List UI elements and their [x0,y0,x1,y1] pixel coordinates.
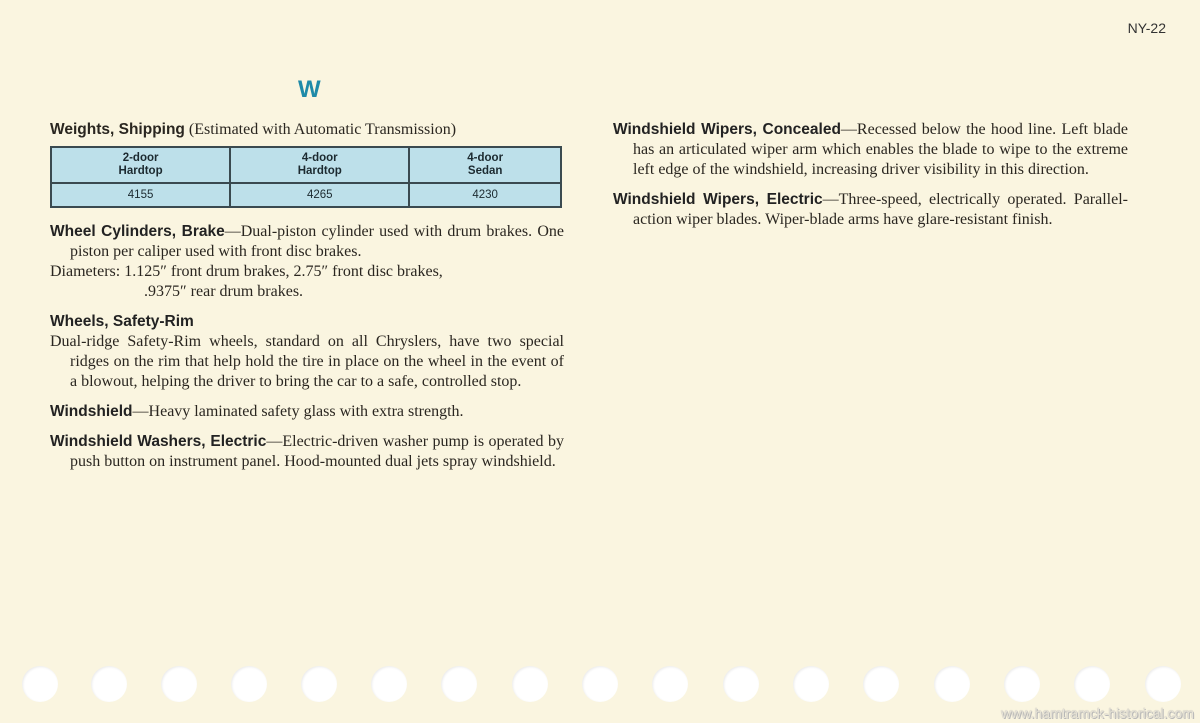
binder-hole [301,666,337,702]
binder-holes [0,666,1200,706]
entry-text: —Three-speed, electrically operated. Parallel-action wiper blades. Wiper-blade arms have glare-resistant finish. [633,191,1128,228]
binder-hole [22,666,58,702]
table-header-cell: 2-door Hardtop [51,147,230,183]
table-cell: 4155 [51,183,230,207]
entry-term: Windshield [50,403,133,420]
section-letter: W [298,76,321,103]
table-header-cell: 4-door Hardtop [230,147,409,183]
binder-hole [863,666,899,702]
entry-diameters: Diameters: 1.125″ front drum brakes, 2.75″ front disc brakes, [50,263,443,280]
watermark-credit: www.hamtramck-historical.com [1001,705,1194,721]
weights-heading [50,120,564,140]
entry-windshield-washers [50,432,564,472]
entry-term: Wheels, Safety-Rim [50,313,194,330]
binder-hole [934,666,970,702]
left-column [50,120,564,482]
entry-term: Wheel Cylinders, Brake [50,223,225,240]
entry-windshield [50,402,564,422]
entry-term: Windshield Washers, Electric [50,433,267,450]
binder-hole [1074,666,1110,702]
binder-hole [582,666,618,702]
entry-text: —Heavy laminated safety glass with extra strength. [132,403,464,420]
binder-hole [723,666,759,702]
entry-wipers-concealed [613,120,1128,180]
entry-wheel-cylinders [50,222,564,302]
table-row [51,183,561,207]
entry-wheels [50,312,564,392]
entry-wipers-electric [613,190,1128,230]
entry-text: —Recessed below the hood line. Left blade has an articulated wiper arm which enables the blade to wipe to the extreme left edge of the windshield, increasing driver visibility in this direction. [633,121,1129,178]
page-number: NY-22 [1127,20,1166,36]
table-header-row [51,147,561,183]
entry-text: —Dual-piston cylinder used with drum brakes. One piston per caliper used with front disc brakes. [70,223,564,260]
right-column [613,120,1128,240]
binder-hole [371,666,407,702]
binder-hole [441,666,477,702]
weights-term: Weights, Shipping [50,121,185,138]
weights-note: (Estimated with Automatic Transmission) [188,121,457,138]
entry-text: Dual-ridge Safety-Rim wheels, standard on all Chryslers, have two special ridges on the rim that help hold the tire in place on the wheel in the event of a blowout, helping the driver to bring the car to a safe, controlled stop. [50,333,564,390]
entry-diameters-cont: .9375″ rear drum brakes. [144,283,304,300]
weights-table [50,146,562,208]
binder-hole [1004,666,1040,702]
table-cell: 4230 [409,183,561,207]
binder-hole [1145,666,1181,702]
binder-hole [161,666,197,702]
table-cell: 4265 [230,183,409,207]
binder-hole [793,666,829,702]
entry-term: Windshield Wipers, Electric [613,191,823,208]
table-header-cell: 4-door Sedan [409,147,561,183]
entry-term: Windshield Wipers, Concealed [613,121,841,138]
binder-hole [652,666,688,702]
entry-text: —Electric-driven washer pump is operated by push button on instrument panel. Hood-mounted dual jets spray windshield. [70,433,564,470]
binder-hole [91,666,127,702]
binder-hole [512,666,548,702]
binder-hole [231,666,267,702]
